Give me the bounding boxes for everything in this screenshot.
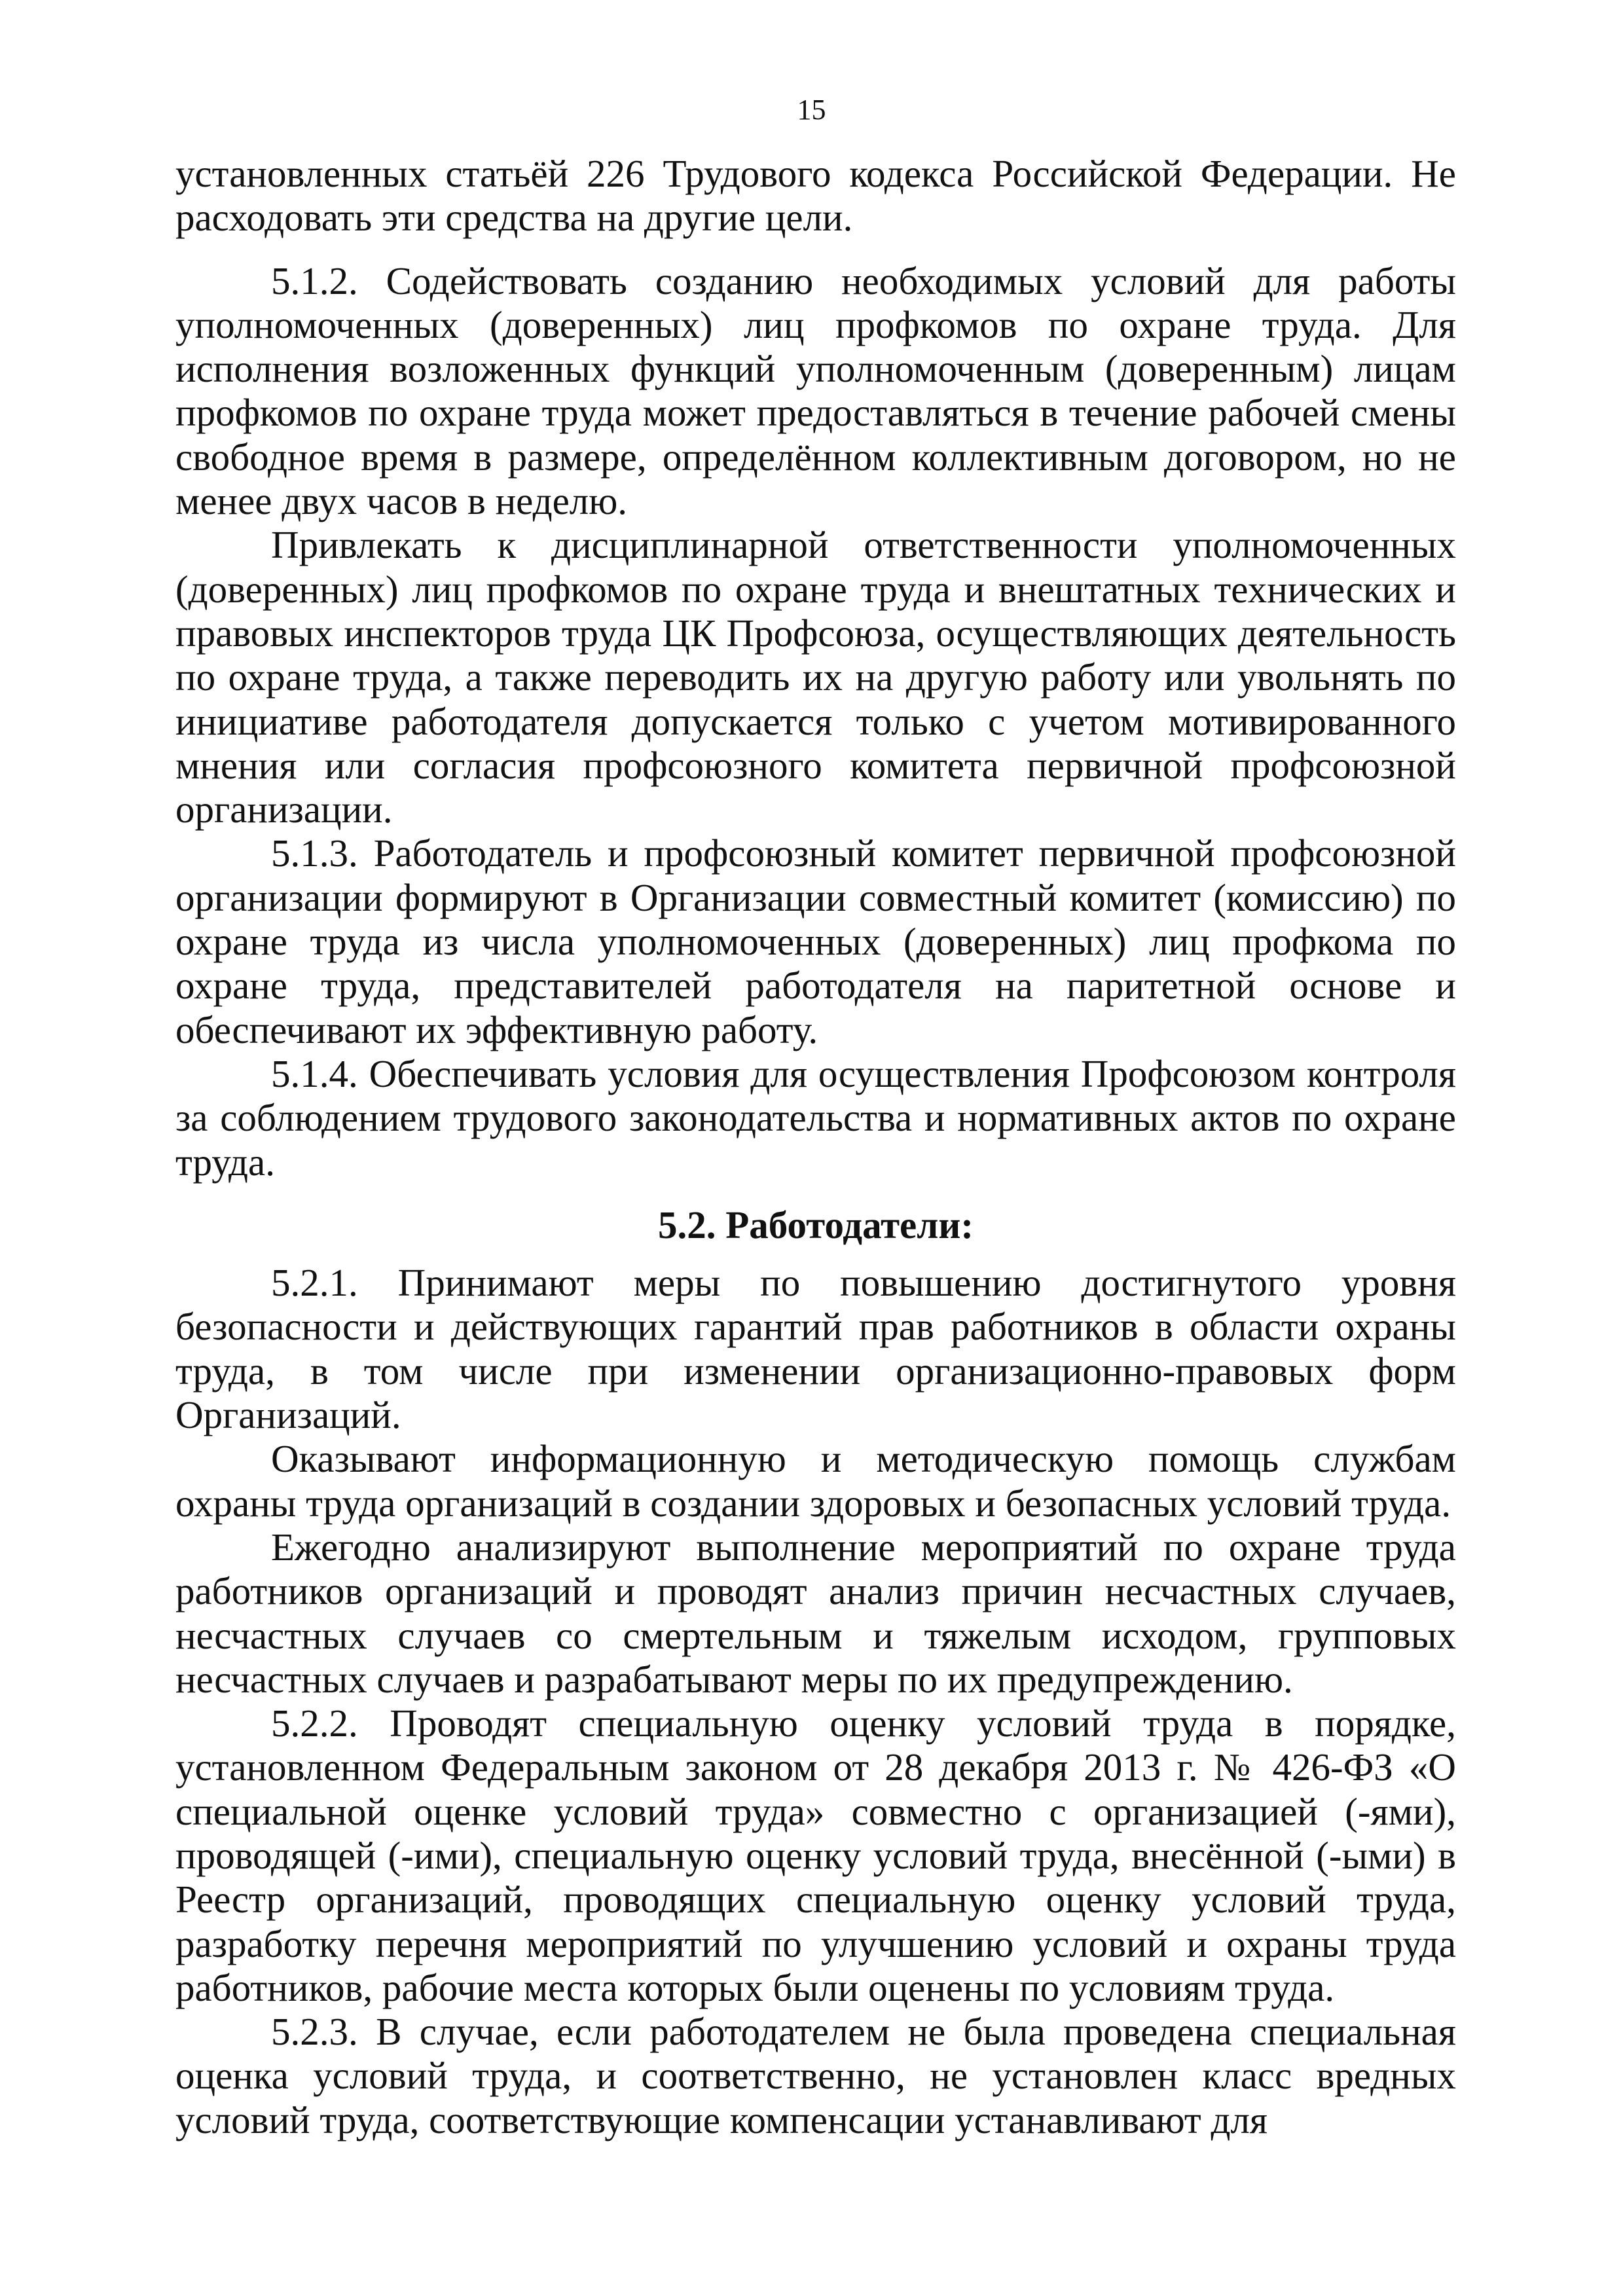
document-body <box>175 152 1456 2142</box>
paragraph-5-1-3: 5.1.3. Работодатель и профсоюзный комитет первичной профсоюзной организации формируют в Организации совместный комитет (комиссию) по охране труда из числа уполномоченных (доверенных) лиц профкома по охране труда, представителей работодателя на паритетной основе и обеспечивают их эффективную работу. <box>175 831 1456 1051</box>
paragraph-continuation: установленных статьёй 226 Трудового кодекса Российской Федерации. Не расходовать эти средства на другие цели. <box>175 152 1456 240</box>
paragraph-info-help: Оказывают информационную и методическую помощь службам охраны труда организаций в создании здоровых и безопасных условий труда. <box>175 1437 1456 1525</box>
page-number: 15 <box>797 94 826 126</box>
paragraph-5-2-1: 5.2.1. Принимают меры по повышению достигнутого уровня безопасности и действующих гарантий прав работников в области охраны труда, в том числе при изменении организационно-правовых форм Организаций. <box>175 1261 1456 1437</box>
paragraph-5-2-2: 5.2.2. Проводят специальную оценку условий труда в порядке, установленном Федеральным законом от 28 декабря 2013 г. № 426-ФЗ «О специальной оценке условий труда» совместно с организацией (-ями), проводящей (-ими), специальную оценку условий труда, внесённой (-ыми) в Реестр организаций, проводящих специальную оценку условий труда, разработку перечня мероприятий по улучшению условий и охраны труда работников, рабочие места которых были оценены по условиям труда. <box>175 1702 1456 2009</box>
paragraph-5-1-2: 5.1.2. Содействовать созданию необходимых условий для работы уполномоченных (доверенных) лиц профкомов по охране труда. Для исполнения возложенных функций уполномоченным (доверенным) лицам профкомов по охране труда может предоставляться в течение рабочей смены свободное время в размере, определённом коллективным договором, но не менее двух часов в неделю. <box>175 259 1456 523</box>
section-heading: 5.2. Работодатели: <box>658 1203 974 1247</box>
paragraph-disciplinary: Привлекать к дисциплинарной ответственности уполномоченных (доверенных) лиц профкомов по охране труда и внештатных технических и правовых инспекторов труда ЦК Профсоюза, осуществляющих деятельность по охране труда, а также переводить их на другую работу или увольнять по инициативе работодателя допускается только с учетом мотивированного мнения или согласия профсоюзного комитета первичной профсоюзной организации. <box>175 523 1456 831</box>
paragraph-5-2-3: 5.2.3. В случае, если работодателем не была проведена специальная оценка условий труда, и соответственно, не установлен класс вредных условий труда, соответствующие компенсации устанавливают для <box>175 2010 1456 2141</box>
paragraph-5-1-4: 5.1.4. Обеспечивать условия для осуществления Профсоюзом контроля за соблюдением трудового законодательства и нормативных актов по охране труда. <box>175 1051 1456 1184</box>
paragraph-annual-analysis: Ежегодно анализируют выполнение мероприятий по охране труда работников организаций и проводят анализ причин несчастных случаев, несчастных случаев со смертельным и тяжелым исходом, групповых несчастных случаев и разрабатывают меры по их предупреждению. <box>175 1525 1456 1701</box>
